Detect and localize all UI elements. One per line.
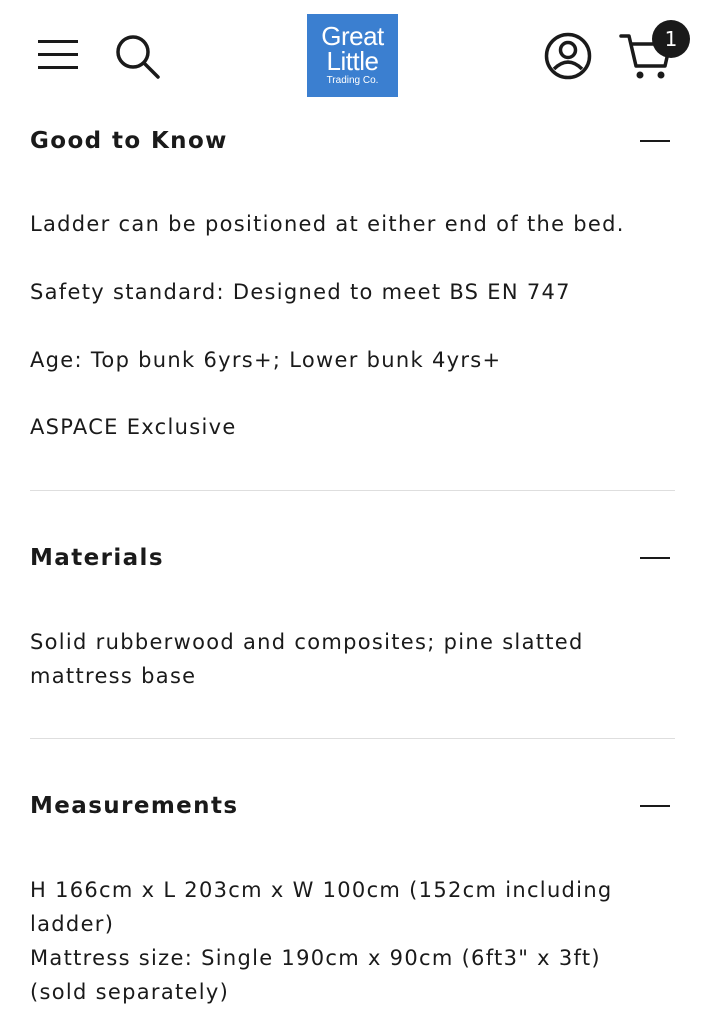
measurements-line: H 166cm x L 203cm x W 100cm (152cm including [30, 878, 613, 902]
hamburger-menu-icon[interactable] [38, 36, 78, 72]
search-icon[interactable] [113, 32, 161, 80]
collapse-good-to-know-icon[interactable] [640, 140, 670, 142]
good-to-know-line: Ladder can be positioned at either end of the bed. [30, 212, 625, 236]
account-icon[interactable] [543, 31, 593, 81]
collapse-materials-icon[interactable] [640, 557, 670, 559]
measurements-line: Mattress size: Single 190cm x 90cm (6ft3" x 3ft) [30, 946, 601, 970]
logo-line-1: Great [321, 21, 384, 51]
materials-line: mattress base [30, 664, 197, 688]
section-divider [30, 490, 675, 491]
measurements-title[interactable]: Measurements [30, 793, 239, 819]
logo-line-3: Trading Co. [326, 75, 379, 86]
measurements-line: ladder) [30, 912, 115, 936]
logo-line-2: Little [326, 46, 379, 76]
section-divider [30, 738, 675, 739]
good-to-know-line: ASPACE Exclusive [30, 415, 237, 439]
materials-title[interactable]: Materials [30, 545, 164, 571]
good-to-know-line: Age: Top bunk 6yrs+; Lower bunk 4yrs+ [30, 348, 502, 372]
collapse-measurements-icon[interactable] [640, 805, 670, 807]
measurements-line: (sold separately) [30, 980, 230, 1004]
good-to-know-title[interactable]: Good to Know [30, 128, 228, 154]
good-to-know-line: Safety standard: Designed to meet BS EN 747 [30, 280, 571, 304]
cart-count-badge[interactable]: 1 [652, 20, 690, 58]
materials-line: Solid rubberwood and composites; pine slatted [30, 630, 584, 654]
site-header [0, 0, 705, 110]
site-logo[interactable] [307, 14, 398, 97]
